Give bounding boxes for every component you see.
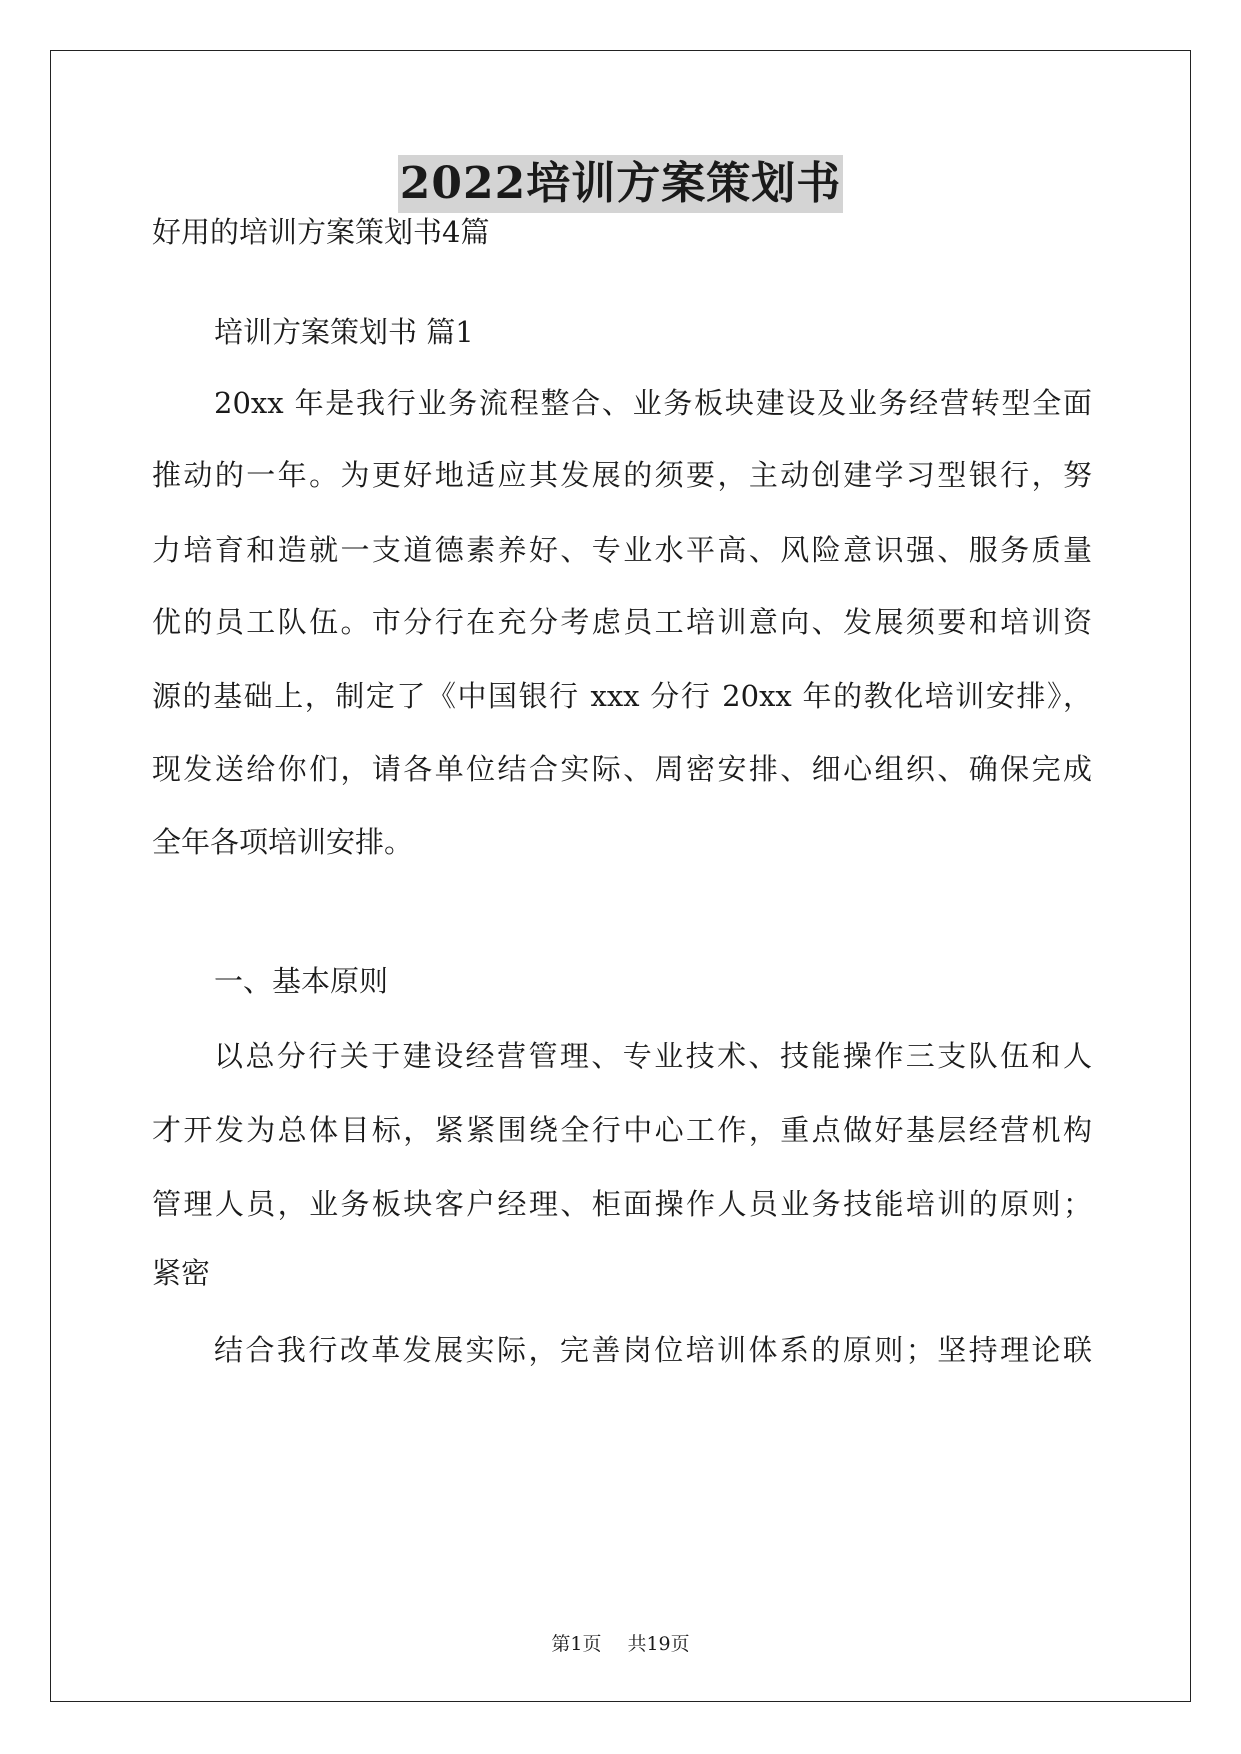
paragraph-line: 推动的一年。为更好地适应其发展的须要，主动创建学习型银行，努 xyxy=(152,458,1092,492)
section-heading-basic-principles: 一、基本原则 xyxy=(214,964,389,998)
section-heading-article-1: 培训方案策划书 篇1 xyxy=(214,315,474,349)
page-border xyxy=(50,50,1191,1702)
paragraph-line: 紧密 xyxy=(152,1256,211,1290)
page-footer xyxy=(0,1631,1241,1657)
paragraph-line: 力培育和造就一支道德素养好、专业水平高、风险意识强、服务质量 xyxy=(152,533,1092,567)
page-number: 第1页 xyxy=(551,1633,602,1655)
paragraph-line: 现发送给你们，请各单位结合实际、周密安排、细心组织、确保完成 xyxy=(152,752,1092,786)
paragraph-line: 结合我行改革发展实际，完善岗位培训体系的原则；坚持理论联 xyxy=(214,1333,1092,1367)
paragraph-line: 源的基础上，制定了《中国银行 xxx 分行 20xx 年的教化培训安排》， xyxy=(152,679,1092,713)
document-title-text: 2022培训方案策划书 xyxy=(398,155,843,213)
subtitle-line: 好用的培训方案策划书4篇 xyxy=(152,215,490,249)
paragraph-line: 优的员工队伍。市分行在充分考虑员工培训意向、发展须要和培训资 xyxy=(152,605,1092,639)
paragraph-line: 全年各项培训安排。 xyxy=(152,825,414,859)
paragraph-line: 20xx 年是我行业务流程整合、业务板块建设及业务经营转型全面 xyxy=(214,386,1092,420)
document-title xyxy=(0,155,1241,213)
page-total: 共19页 xyxy=(627,1633,690,1655)
paragraph-line: 以总分行关于建设经营管理、专业技术、技能操作三支队伍和人 xyxy=(214,1039,1092,1073)
paragraph-line: 管理人员，业务板块客户经理、柜面操作人员业务技能培训的原则； xyxy=(152,1187,1092,1221)
paragraph-line: 才开发为总体目标，紧紧围绕全行中心工作，重点做好基层经营机构 xyxy=(152,1113,1092,1147)
